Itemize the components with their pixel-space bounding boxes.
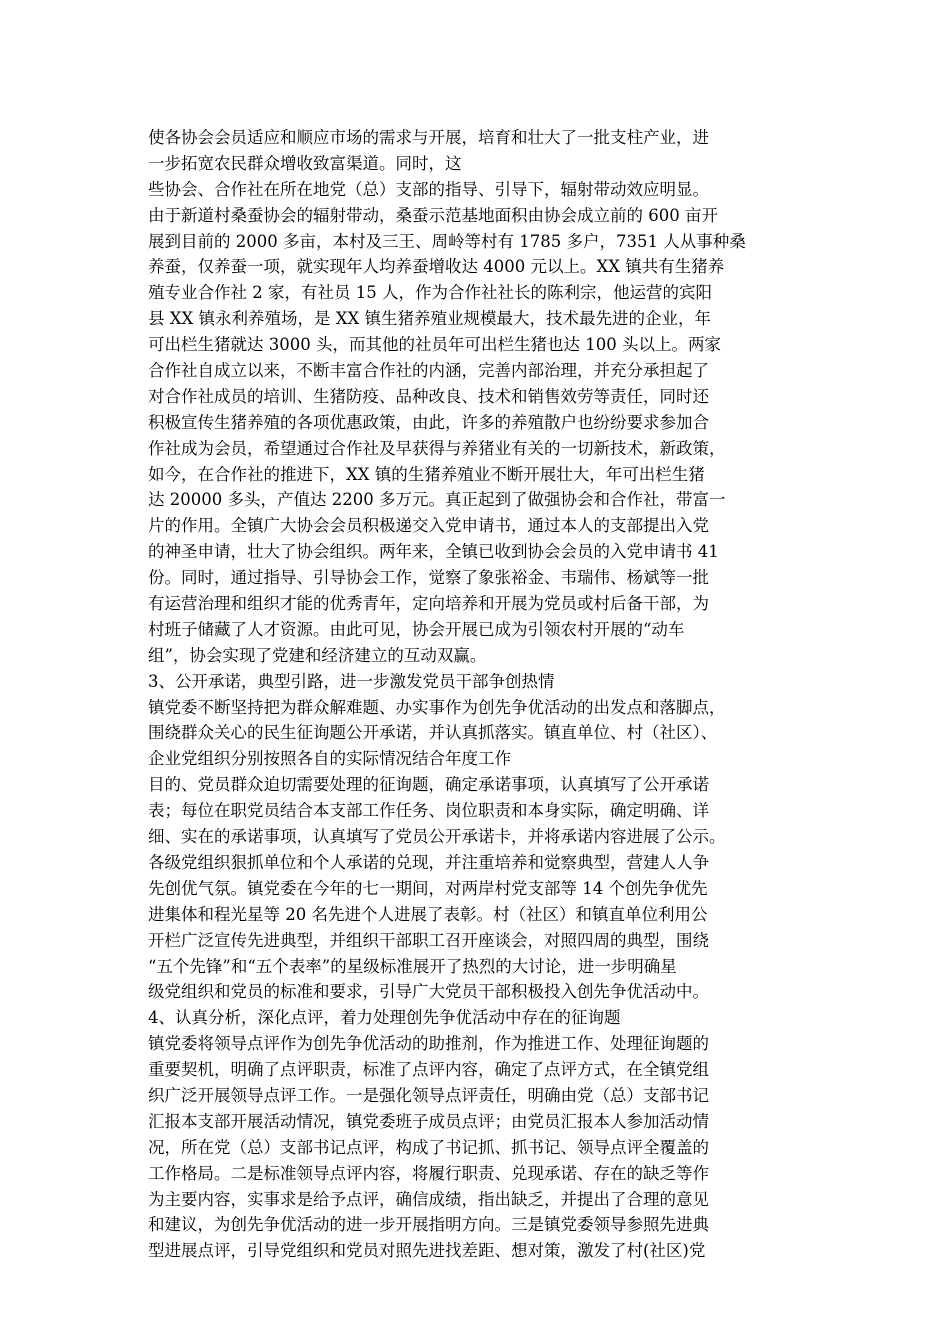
text-line: 积极宣传生猪养殖的各项优惠政策，由此，许多的养殖散户也纷纷要求参加合 [148, 412, 709, 432]
text-line: 组”，协会实现了党建和经济建立的互动双赢。 [148, 645, 487, 665]
text-line: 围绕群众关心的民生征询题公开承诺，并认真抓落实。镇直单位、村（社区）、 [148, 723, 718, 743]
text-line: 为主要内容，实事求是给予点评，确信成绩，指出缺乏，并提出了合理的意见 [148, 1189, 709, 1209]
text-line: 工作格局。二是标准领导点评内容，将履行职责、兑现承诺、存在的缺乏等作 [148, 1163, 709, 1183]
text-line: 对合作社成员的培训、生猪防疫、品种改良、技术和销售效劳等责任，同时还 [148, 386, 709, 406]
text-line: 一步拓宽农民群众增收致富渠道。同时，这 [148, 153, 462, 173]
text-line: 进集体和程光星等 20 名先进个人进展了表彰。村（社区）和镇直单位利用公 [148, 904, 708, 924]
text-line: 开栏广泛宣传先进典型，并组织干部职工召开座谈会，对照四周的典型，围绕 [148, 930, 709, 950]
document-page [148, 125, 812, 1264]
text-line: 份。同时，通过指导、引导协会工作，觉察了象张裕金、韦瑞伟、杨斌等一批 [148, 568, 709, 588]
text-line: 目的、党员群众迫切需要处理的征询题，确定承诺事项，认真填写了公开承诺 [148, 775, 709, 795]
text-line: 使各协会会员适应和顺应市场的需求与开展，培育和壮大了一批支柱产业，进 [148, 128, 709, 147]
text-line: 和建议，为创先争优活动的进一步开展指明方向。三是镇党委领导参照先进典 [148, 1215, 709, 1235]
text-line: 片的作用。全镇广大协会会员积极递交入党申请书，通过本人的支部提出入党 [148, 516, 709, 536]
text-line: 3、公开承诺，典型引路，进一步激发党员干部争创热情 [148, 671, 555, 691]
text-line: 合作社自成立以来，不断丰富合作社的内涵，完善内部治理，并充分承担起了 [148, 361, 709, 381]
text-line: 殖专业合作社 2 家，有社员 15 人，作为合作社社长的陈利宗，他运营的宾阳 [148, 283, 712, 303]
text-line: 的神圣申请，壮大了协会组织。两年来，全镇已收到协会会员的入党申请书 41 [148, 542, 719, 562]
text-line: 有运营治理和组织才能的优秀青年，定向培养和开展为党员或村后备干部，为 [148, 594, 709, 614]
text-line: 4、认真分析，深化点评，着力处理创先争优活动中存在的征询题 [148, 1008, 621, 1028]
text-line: 汇报本支部开展活动情况，镇党委班子成员点评；由党员汇报本人参加活动情 [148, 1111, 709, 1131]
text-line: 况，所在党（总）支部书记点评，构成了书记抓、抓书记、领导点评全覆盖的 [148, 1137, 709, 1157]
text-line: 织广泛开展领导点评工作。一是强化领导点评责任，明确由党（总）支部书记 [148, 1085, 709, 1105]
text-line: 由于新道村桑蚕协会的辐射带动，桑蚕示范基地面积由协会成立前的 600 亩开 [148, 205, 718, 225]
text-line: 养蚕，仅养蚕一项，就实现年人均养蚕增收达 4000 元以上。XX 镇共有生猪养 [148, 257, 725, 277]
text-line: 些协会、合作社在所在地党（总）支部的指导、引导下，辐射带动效应明显。 [148, 179, 709, 199]
text-line: 镇党委将领导点评作为创先争优活动的助推剂，作为推进工作、处理征询题的 [148, 1034, 709, 1054]
text-line: 县 XX 镇永利养殖场，是 XX 镇生猪养殖业规模最大，技术最先进的企业，年 [148, 309, 711, 329]
text-line: 镇党委不断坚持把为群众解难题、办实事作为创先争优活动的出发点和落脚点， [148, 697, 726, 717]
text-line: “五个先锋”和“五个表率”的星级标准展开了热烈的大讨论，进一步明确星 [148, 956, 677, 976]
text-line: 级党组织和党员的标准和要求，引导广大党员干部积极投入创先争优活动中。 [148, 982, 709, 1002]
text-line: 型进展点评，引导党组织和党员对照先进找差距、想对策，激发了村(社区)党 [148, 1241, 706, 1261]
text-line: 重要契机，明确了点评职责，标准了点评内容，确定了点评方式，在全镇党组 [148, 1060, 709, 1080]
text-line: 村班子储藏了人才资源。由此可见，协会开展已成为引领农村开展的“动车 [148, 619, 685, 639]
text-line: 表；每位在职党员结合本支部工作任务、岗位职责和本身实际，确定明确、详 [148, 801, 709, 821]
text-line: 作社成为会员，希望通过合作社及早获得与养猪业有关的一切新技术，新政策， [148, 438, 726, 458]
text-line: 企业党组织分别按照各自的实际情况结合年度工作 [148, 749, 511, 769]
text-line: 展到目前的 2000 多亩，本村及三王、周岭等村有 1785 多户，7351 人从事种桑 [148, 231, 746, 251]
text-line: 先创优气氛。镇党委在今年的七一期间，对两岸村党支部等 14 个创先争优先 [148, 878, 708, 898]
text-line: 达 20000 多头，产值达 2200 多万元。真正起到了做强协会和合作社，带富一 [148, 490, 726, 510]
text-line: 各级党组织狠抓单位和个人承诺的兑现，并注重培养和觉察典型，营建人人争 [148, 852, 709, 872]
text-line: 如今，在合作社的推进下，XX 镇的生猪养殖业不断开展壮大，年可出栏生猪 [148, 464, 705, 484]
text-line: 细、实在的承诺事项，认真填写了党员公开承诺卡，并将承诺内容进展了公示。 [148, 827, 726, 847]
text-line: 可出栏生猪就达 3000 头，而其他的社员年可出栏生猪也达 100 头以上。两家 [148, 335, 721, 355]
